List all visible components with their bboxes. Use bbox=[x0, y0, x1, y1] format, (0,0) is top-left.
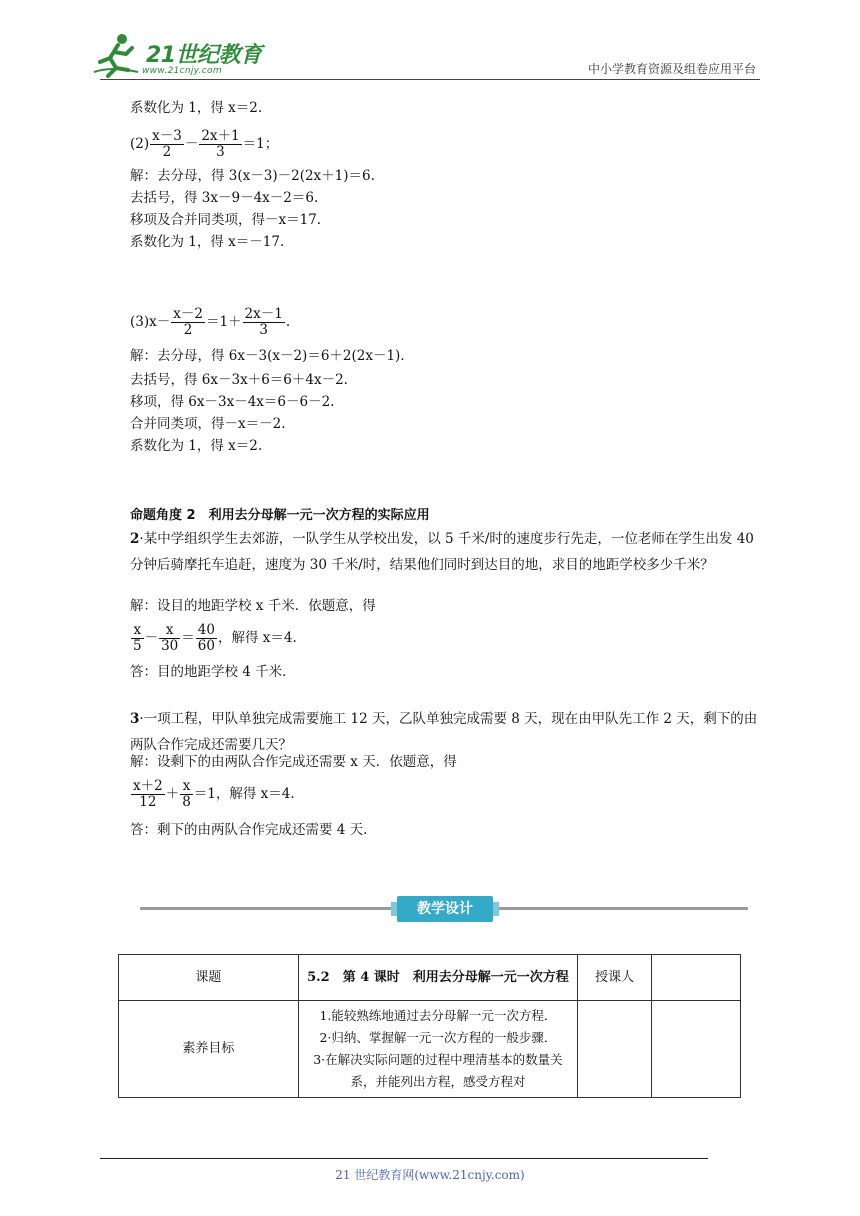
section-tag: 教学设计 bbox=[397, 896, 493, 922]
text-line: 移项，得 6x－3x－4x＝6－6－2. bbox=[130, 394, 335, 410]
numerator: x－2 bbox=[173, 306, 203, 322]
header-divider bbox=[100, 79, 760, 80]
text-line: 系数化为 1，得 x＝－17. bbox=[130, 234, 285, 250]
equation-rhs: . bbox=[285, 314, 291, 330]
text-line: 答：剩下的由两队合作完成还需要 4 天. bbox=[130, 822, 368, 838]
numerator: x bbox=[131, 623, 144, 639]
text-line: 解：设目的地距学校 x 千米．依题意，得 bbox=[130, 598, 376, 614]
text-line: 解：设剩下的由两队合作完成还需要 x 天．依题意，得 bbox=[130, 754, 457, 770]
numerator: x bbox=[180, 779, 193, 795]
text-line: 移项及合并同类项，得－x＝17. bbox=[130, 212, 322, 228]
equation-rhs: ＝1，解得 x＝4. bbox=[193, 786, 295, 802]
section-heading: 命题角度 2 利用去分母解一元一次方程的实际应用 bbox=[130, 508, 430, 523]
text-line: 答：目的地距学校 4 千米． bbox=[130, 664, 296, 680]
numerator: x－3 bbox=[152, 128, 182, 144]
equation-line bbox=[130, 126, 278, 162]
footer-divider bbox=[100, 1158, 708, 1159]
question-text: ·某中学组织学生去郊游，一队学生从学校出发，以 5 千米/时的速度步行先走，一位老师在学生出发 40 分钟后骑摩托车追赶，速度为 30 千米/时，结果他们同时到达目的地，求目的地距学校多少千米？ bbox=[130, 531, 754, 573]
table-row bbox=[119, 1001, 741, 1098]
question-number: 3 bbox=[130, 711, 140, 727]
denominator: 8 bbox=[182, 794, 191, 810]
table-cell bbox=[578, 1001, 652, 1098]
runner-icon bbox=[92, 32, 142, 78]
table-cell: 5.2 第 4 课时 利用去分母解一元一次方程 bbox=[298, 955, 578, 1001]
fraction bbox=[131, 779, 165, 810]
site-logo[interactable] bbox=[92, 30, 262, 80]
denominator: 2 bbox=[183, 322, 193, 338]
equation-rhs: ，解得 x＝4. bbox=[217, 630, 297, 646]
fraction bbox=[159, 623, 180, 654]
fraction bbox=[196, 623, 217, 654]
operator: － bbox=[144, 630, 159, 646]
operator: ＋ bbox=[165, 786, 180, 802]
fraction bbox=[150, 129, 184, 160]
denominator: 60 bbox=[197, 638, 215, 654]
footer-link[interactable]: 21 世纪教育网(www.21cnjy.com) bbox=[335, 1168, 525, 1182]
text-line: 解：去分母，得 6x－3(x－2)＝6＋2(2x－1)． bbox=[130, 348, 414, 364]
operator: ＝ bbox=[181, 630, 195, 646]
text-line: 解：去分母，得 3(x－3)－2(2x＋1)＝6. bbox=[130, 168, 375, 184]
denominator: 3 bbox=[259, 322, 268, 338]
goal-item: 1.能较熟练地通过去分母解一元一次方程． bbox=[319, 1008, 557, 1023]
platform-title: 中小学教育资源及组卷应用平台 bbox=[587, 62, 756, 76]
table-cell bbox=[652, 955, 741, 1001]
operator: ＝1＋ bbox=[205, 314, 242, 330]
goal-item: 3·在解决实际问题的过程中理清基本的数量关系，并能列出方程，感受方程对 bbox=[313, 1052, 563, 1089]
logo-text: 21世纪教育 bbox=[146, 43, 262, 68]
equation-rhs: ＝1； bbox=[242, 136, 279, 152]
equation-line bbox=[130, 620, 297, 656]
text-line: 系数化为 1，得 x＝2. bbox=[130, 100, 263, 116]
text-line: 去括号，得 3x－9－4x－2＝6. bbox=[130, 190, 319, 206]
denominator: 30 bbox=[161, 638, 179, 654]
question-number: 2 bbox=[130, 531, 140, 547]
denominator: 3 bbox=[216, 144, 225, 160]
goal-item: 2·归纳、掌握解一元一次方程的一般步骤． bbox=[319, 1030, 557, 1045]
fraction bbox=[171, 307, 205, 338]
text-line: 系数化为 1，得 x＝2. bbox=[130, 438, 263, 454]
table-cell bbox=[298, 1001, 578, 1098]
table-cell: 授课人 bbox=[578, 955, 652, 1001]
numerator: 40 bbox=[197, 622, 215, 638]
problem-label: (2) bbox=[130, 136, 150, 152]
page-header bbox=[0, 0, 860, 80]
equation-line bbox=[130, 304, 290, 340]
table-cell: 课题 bbox=[119, 955, 299, 1001]
table-cell bbox=[652, 1001, 741, 1098]
fraction bbox=[199, 129, 241, 160]
numerator: 2x－1 bbox=[244, 306, 283, 322]
problem-label: (3)x－ bbox=[130, 314, 171, 330]
table-cell: 素养目标 bbox=[119, 1001, 299, 1098]
question-3 bbox=[130, 706, 766, 758]
equation-line bbox=[130, 776, 295, 812]
denominator: 2 bbox=[162, 144, 172, 160]
numerator: 2x＋1 bbox=[201, 128, 240, 144]
question-2 bbox=[130, 526, 766, 578]
question-text: ·一项工程，甲队单独完成需要施工 12 天，乙队单独完成需要 8 天，现在由甲队先工作 2 天，剩下的由两队合作完成还需要几天？ bbox=[130, 711, 758, 753]
denominator: 5 bbox=[133, 638, 142, 654]
fraction bbox=[243, 307, 285, 338]
denominator: 12 bbox=[139, 794, 157, 810]
logo-url: www.21cnjy.com bbox=[142, 66, 222, 76]
fraction bbox=[131, 623, 144, 654]
numerator: x＋2 bbox=[133, 778, 163, 794]
text-line: 合并同类项，得－x＝－2. bbox=[130, 416, 286, 432]
operator: － bbox=[184, 136, 199, 152]
numerator: x bbox=[159, 623, 180, 639]
teaching-design-table bbox=[118, 954, 741, 1098]
table-row bbox=[119, 955, 741, 1001]
fraction bbox=[180, 779, 193, 810]
text-line: 去括号，得 6x－3x＋6＝6＋4x－2. bbox=[130, 372, 348, 388]
